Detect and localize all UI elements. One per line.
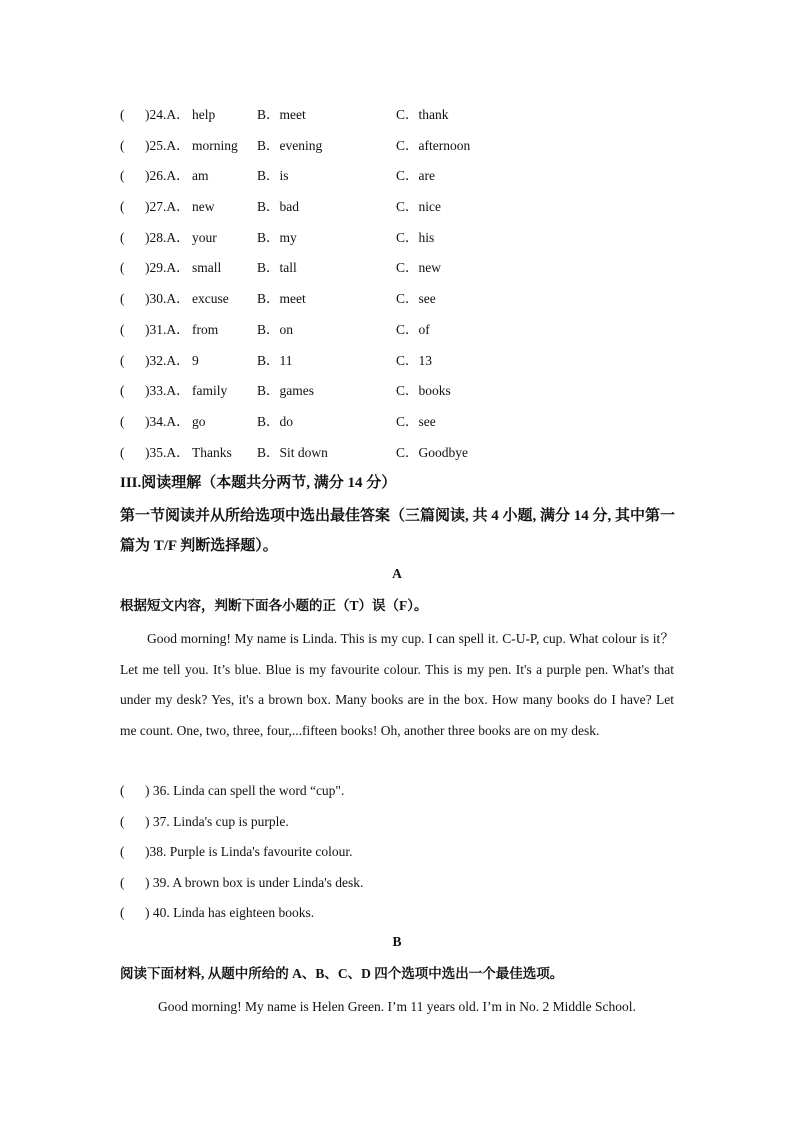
part-a-instruction: 根据短文内容，判断下面各小题的正（T）误（F）。 bbox=[120, 598, 428, 613]
answer-blank: ( bbox=[120, 905, 125, 921]
answer-blank: ( bbox=[120, 137, 125, 153]
part-b-letter: B bbox=[392, 934, 402, 949]
part-b-passage: Good morning! My name is Helen Green. I’m 11 years old. I’m in No. 2 Middle School. bbox=[158, 999, 636, 1014]
question-number: )35.A． bbox=[145, 444, 190, 460]
answer-blank: ( bbox=[120, 229, 125, 245]
option-c: C．see bbox=[396, 413, 436, 429]
answer-blank: ( bbox=[120, 783, 125, 798]
option-c: C．of bbox=[396, 321, 430, 337]
question-row bbox=[120, 256, 680, 287]
option-b: B．meet bbox=[257, 107, 306, 122]
option-a: help bbox=[192, 107, 216, 122]
option-a: family bbox=[192, 383, 228, 399]
option-b: B．Sit down bbox=[257, 444, 328, 460]
answer-blank: ( bbox=[120, 168, 125, 184]
option-b: B．do bbox=[257, 413, 294, 429]
question-row bbox=[120, 441, 680, 472]
question-row bbox=[120, 410, 680, 441]
option-b: B．11 bbox=[257, 352, 293, 368]
answer-blank: ( bbox=[120, 413, 125, 429]
option-a: from bbox=[192, 321, 219, 337]
answer-blank: ( bbox=[120, 291, 125, 307]
question-number: )29.A． bbox=[145, 260, 190, 276]
option-b: B．is bbox=[257, 168, 289, 184]
answer-blank: ( bbox=[120, 352, 125, 368]
question-row bbox=[120, 164, 680, 195]
option-a: small bbox=[192, 260, 222, 276]
option-b: B．bad bbox=[257, 199, 299, 215]
answer-blank: ( bbox=[120, 813, 125, 829]
answer-blank: ( bbox=[120, 383, 125, 399]
option-c: C．his bbox=[396, 229, 435, 245]
option-b: B．my bbox=[257, 229, 297, 245]
question-number: )27.A． bbox=[145, 199, 190, 215]
question-row bbox=[120, 379, 680, 410]
statement-text: ) 40. Linda has eighteen books. bbox=[145, 905, 315, 921]
option-c: C．are bbox=[396, 168, 435, 184]
cloze-options-list bbox=[120, 103, 680, 471]
option-a: 9 bbox=[192, 352, 199, 368]
question-row bbox=[120, 318, 680, 349]
question-number: )32.A． bbox=[145, 352, 190, 368]
option-c: C．nice bbox=[396, 199, 441, 215]
answer-blank: ( bbox=[120, 107, 125, 122]
question-row bbox=[120, 226, 680, 257]
option-c: C．thank bbox=[396, 107, 449, 122]
question-row bbox=[120, 195, 680, 226]
statement-text: ) 39. A brown box is under Linda's desk. bbox=[145, 874, 364, 890]
answer-blank: ( bbox=[120, 260, 125, 276]
option-a: new bbox=[192, 199, 215, 215]
option-a: excuse bbox=[192, 291, 229, 307]
option-b: B．games bbox=[257, 383, 314, 399]
option-b: B．meet bbox=[257, 291, 306, 307]
option-b: B．evening bbox=[257, 137, 323, 153]
question-number: )30.A． bbox=[145, 291, 190, 307]
question-row bbox=[120, 287, 680, 318]
answer-blank: ( bbox=[120, 321, 125, 337]
option-b: B．on bbox=[257, 321, 294, 337]
question-number: )31.A． bbox=[145, 321, 190, 337]
question-number: )26.A． bbox=[145, 168, 190, 184]
part-a-letter: A bbox=[392, 566, 402, 581]
option-c: C．new bbox=[396, 260, 441, 276]
option-a: Thanks bbox=[192, 444, 232, 460]
option-c: C．afternoon bbox=[396, 137, 471, 153]
answer-blank: ( bbox=[120, 844, 125, 860]
question-number: )34.A． bbox=[145, 413, 190, 429]
question-row bbox=[120, 349, 680, 380]
section-title: III.阅读理解（本题共分两节, 满分 14 分） bbox=[120, 475, 397, 491]
option-a: am bbox=[192, 168, 209, 184]
statement-text: ) 37. Linda's cup is purple. bbox=[145, 813, 289, 829]
statement-text: )38. Purple is Linda's favourite colour. bbox=[145, 844, 353, 860]
option-c: C．Goodbye bbox=[396, 444, 468, 460]
statement-text: ) 36. Linda can spell the word “cup". bbox=[145, 783, 345, 798]
option-a: go bbox=[192, 413, 206, 429]
question-number: )25.A． bbox=[145, 137, 190, 153]
option-b: B．tall bbox=[257, 260, 297, 276]
subsection-title: 第一节阅读并从所给选项中选出最佳答案（三篇阅读, 共 4 小题, 满分 14 分, 其中第一篇为 T/F 判断选择题）。 bbox=[120, 508, 676, 554]
option-a: your bbox=[192, 229, 217, 245]
question-number: )33.A． bbox=[145, 383, 190, 399]
answer-blank: ( bbox=[120, 444, 125, 460]
question-row bbox=[120, 134, 680, 165]
option-c: C．books bbox=[396, 383, 451, 399]
option-c: C．13 bbox=[396, 352, 433, 368]
option-a: morning bbox=[192, 137, 238, 153]
part-a-passage: Good morning! My name is Linda. This is my cup. I can spell it. C-U-P, cup. What colour is it？Let me tell you. It’s blue. Blue is my favourite colour. This is my pen. It's a purple pen. What's that under my desk? Yes, it's a brown box. Many books are in the box. How many books do I have? Let me count. One, two, three, four,...fifteen books! Oh, another three books are on my desk. bbox=[120, 631, 674, 739]
question-number: )28.A． bbox=[145, 229, 190, 245]
answer-blank: ( bbox=[120, 199, 125, 215]
question-row bbox=[120, 103, 680, 134]
question-number: )24.A． bbox=[145, 107, 190, 122]
part-b-instruction: 阅读下面材料, 从题中所给的 A、B、C、D 四个选项中选出一个最佳选项。 bbox=[120, 966, 564, 981]
option-c: C．see bbox=[396, 291, 436, 307]
answer-blank: ( bbox=[120, 874, 125, 890]
